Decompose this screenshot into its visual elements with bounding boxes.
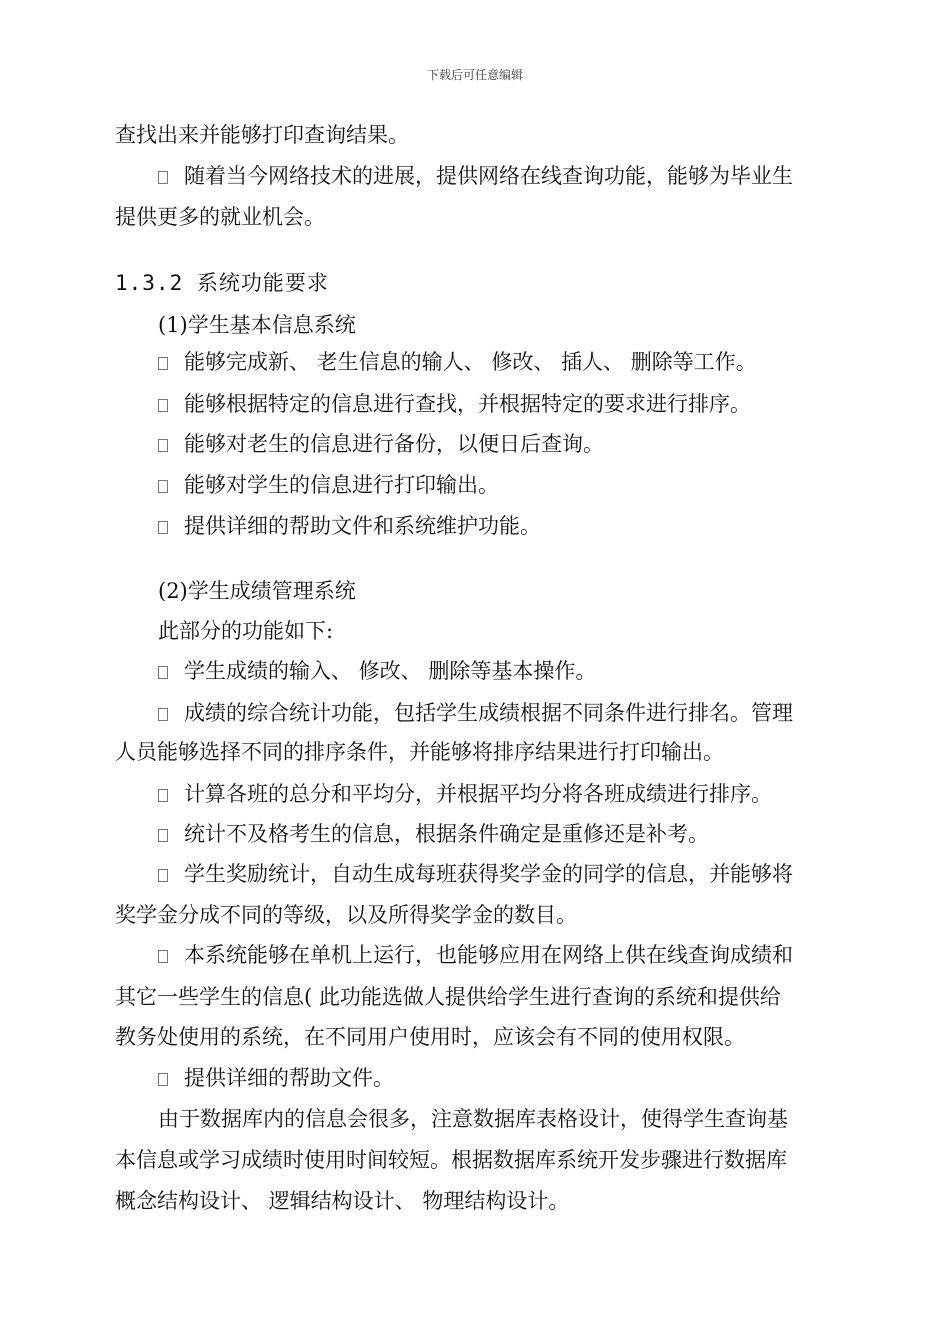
paragraph-line: 本信息或学习成绩时使用时间较短。根据数据库系统开发步骤进行数据库	[115, 1148, 787, 1172]
paragraph-line: 教务处使用的系统，在不同用户使用时，应该会有不同的使用权限。	[115, 1025, 745, 1049]
bullet-box-icon	[158, 829, 168, 842]
bullet-box-icon	[158, 357, 168, 370]
bullet-box-icon	[158, 950, 168, 963]
bullet-box-icon	[158, 399, 168, 412]
paragraph-line: 查找出来并能够打印查询结果。	[115, 123, 409, 147]
bullet-item: 计算各班的总分和平均分，并根据平均分将各班成绩进行排序。	[158, 781, 772, 807]
bullet-item: 随着当今网络技术的进展，提供网络在线查询功能，能够为毕业生	[158, 163, 793, 189]
bullet-box-icon	[158, 869, 168, 882]
paragraph-line: 人员能够选择不同的排序条件，并能够将排序结果进行打印输出。	[115, 740, 724, 764]
paragraph-line: 提供更多的就业机会。	[115, 205, 325, 229]
bullet-box-icon	[158, 171, 168, 184]
bullet-box-icon	[158, 1073, 168, 1086]
bullet-box-icon	[158, 666, 168, 679]
paragraph-line: 概念结构设计、 逻辑结构设计、 物理结构设计。	[115, 1189, 570, 1213]
bullet-box-icon	[158, 789, 168, 802]
paragraph-line: 奖学金分成不同的等级，以及所得奖学金的数目。	[115, 903, 577, 927]
bullet-item: 能够对学生的信息进行打印输出。	[158, 472, 499, 498]
paragraph-line: 由于数据库内的信息会很多，注意数据库表格设计，使得学生查询基	[158, 1107, 788, 1131]
page-header: 下载后可任意编辑	[426, 68, 523, 82]
paragraph-line: 其它一些学生的信息( 此功能选做人提供给学生进行查询的系统和提供给	[115, 985, 781, 1009]
section-heading: 1.3.2 系统功能要求	[115, 271, 329, 295]
bullet-item: 能够根据特定的信息进行查找，并根据特定的要求进行排序。	[158, 391, 751, 417]
bullet-item: 成绩的综合统计功能，包括学生成绩根据不同条件进行排名。管理	[158, 700, 793, 726]
bullet-item: 学生成绩的输入、 修改、 删除等基本操作。	[158, 658, 596, 684]
bullet-item: 提供详细的帮助文件。	[158, 1065, 394, 1091]
subsection-heading: (1)学生基本信息系统	[158, 313, 356, 337]
bullet-item: 能够对老生的信息进行备份，以便日后查询。	[158, 431, 604, 457]
subsection-heading: (2)学生成绩管理系统	[158, 579, 356, 603]
bullet-item: 提供详细的帮助文件和系统维护功能。	[158, 513, 541, 539]
bullet-item: 能够完成新、 老生信息的输人、 修改、 插人、 删除等工作。	[158, 349, 757, 375]
bullet-item: 学生奖励统计，自动生成每班获得奖学金的同学的信息，并能够将	[158, 861, 793, 887]
bullet-item: 本系统能够在单机上运行，也能够应用在网络上供在线查询成绩和	[158, 942, 793, 968]
paragraph-line: 此部分的功能如下:	[158, 619, 334, 643]
bullet-box-icon	[158, 439, 168, 452]
bullet-box-icon	[158, 480, 168, 493]
bullet-box-icon	[158, 708, 168, 721]
bullet-box-icon	[158, 521, 168, 534]
bullet-item: 统计不及格考生的信息，根据条件确定是重修还是补考。	[158, 821, 709, 847]
